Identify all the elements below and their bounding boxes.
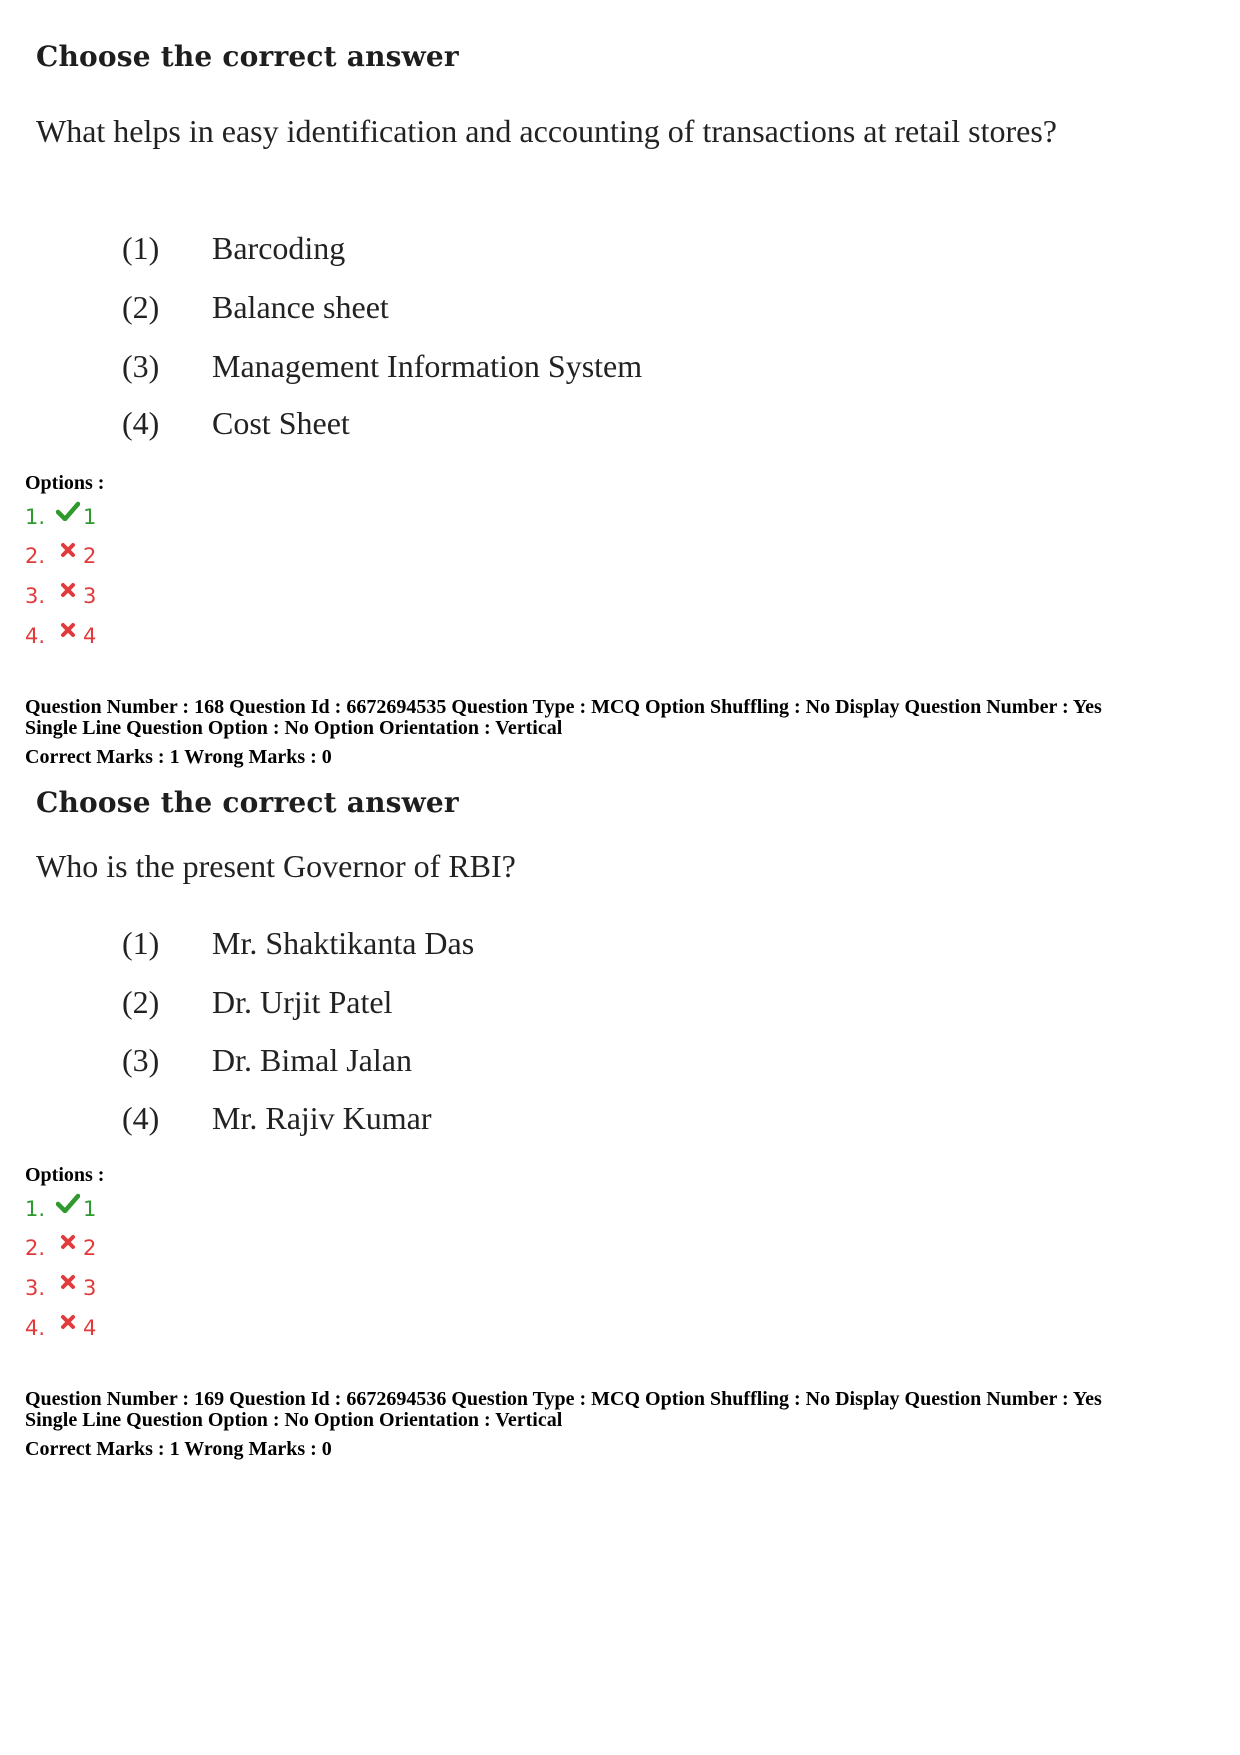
option-text: Dr. Bimal Jalan: [212, 1042, 412, 1078]
question-option: [122, 1042, 412, 1079]
check-icon: [53, 1193, 83, 1213]
answer-option-correct: [25, 502, 96, 532]
question-meta-line: Single Line Question Option : No Option Orientation : Vertical: [25, 1409, 563, 1431]
option-number: (1): [122, 925, 160, 961]
option-text: Mr. Rajiv Kumar: [212, 1100, 432, 1136]
question-option: [122, 925, 474, 962]
question-heading: Choose the correct answer: [36, 40, 459, 73]
question-marks: Correct Marks : 1 Wrong Marks : 0: [25, 746, 332, 768]
answer-option-wrong: [25, 1273, 96, 1303]
answer-value: 2: [83, 544, 97, 568]
answer-option-wrong: [25, 541, 96, 571]
cross-icon: [53, 1274, 83, 1290]
answer-index: 1.: [25, 505, 46, 529]
question-167-image: [36, 0, 1216, 460]
question-marks: Correct Marks : 1 Wrong Marks : 0: [25, 1438, 332, 1460]
question-option: [122, 289, 389, 326]
check-icon: [53, 501, 83, 521]
question-meta-line: Question Number : 168 Question Id : 6672694535 Question Type : MCQ Option Shuffling : No Display Question Number : Yes: [25, 696, 1102, 718]
answer-value: 3: [83, 1276, 97, 1300]
cross-icon: [53, 542, 83, 558]
answer-index: 3.: [25, 1276, 46, 1300]
option-number: (3): [122, 1042, 160, 1078]
option-number: (3): [122, 348, 160, 384]
question-meta-line: Question Number : 169 Question Id : 6672694536 Question Type : MCQ Option Shuffling : No Display Question Number : Yes: [25, 1388, 1102, 1410]
option-text: Management Information System: [212, 348, 643, 384]
option-number: (2): [122, 984, 160, 1020]
question-text: What helps in easy identification and accounting of transactions at retail stores?: [36, 113, 1057, 149]
cross-icon: [53, 582, 83, 598]
cross-icon: [53, 1234, 83, 1250]
options-label: Options :: [25, 1164, 105, 1186]
question-option: [122, 405, 350, 442]
answer-value: 1: [83, 505, 97, 529]
answer-option-wrong: [25, 1313, 96, 1343]
answer-index: 1.: [25, 1197, 46, 1221]
question-option: [122, 348, 642, 385]
answer-option-wrong: [25, 621, 96, 651]
question-168-image: [36, 760, 1216, 1160]
answer-index: 2.: [25, 1236, 46, 1260]
answer-index: 3.: [25, 584, 46, 608]
answer-index: 4.: [25, 624, 46, 648]
option-number: (1): [122, 230, 160, 266]
answer-index: 4.: [25, 1316, 46, 1340]
answer-value: 2: [83, 1236, 97, 1260]
option-number: (2): [122, 289, 160, 325]
answer-option-wrong: [25, 581, 96, 611]
answer-value: 4: [83, 1316, 97, 1340]
question-text: Who is the present Governor of RBI?: [36, 848, 516, 884]
answer-option-correct: [25, 1194, 96, 1224]
option-text: Barcoding: [212, 230, 346, 266]
cross-icon: [53, 1314, 83, 1330]
answer-value: 4: [83, 624, 97, 648]
answer-option-wrong: [25, 1233, 96, 1263]
options-label: Options :: [25, 472, 105, 494]
option-text: Dr. Urjit Patel: [212, 984, 393, 1020]
answer-index: 2.: [25, 544, 46, 568]
question-meta-line: Single Line Question Option : No Option Orientation : Vertical: [25, 717, 563, 739]
question-option: [122, 230, 345, 267]
option-text: Mr. Shaktikanta Das: [212, 925, 475, 961]
answer-value: 3: [83, 584, 97, 608]
option-number: (4): [122, 1100, 160, 1136]
question-option: [122, 1100, 432, 1137]
option-text: Cost Sheet: [212, 405, 350, 441]
cross-icon: [53, 622, 83, 638]
question-option: [122, 984, 392, 1021]
answer-value: 1: [83, 1197, 97, 1221]
question-heading: Choose the correct answer: [36, 786, 459, 819]
option-number: (4): [122, 405, 160, 441]
option-text: Balance sheet: [212, 289, 389, 325]
